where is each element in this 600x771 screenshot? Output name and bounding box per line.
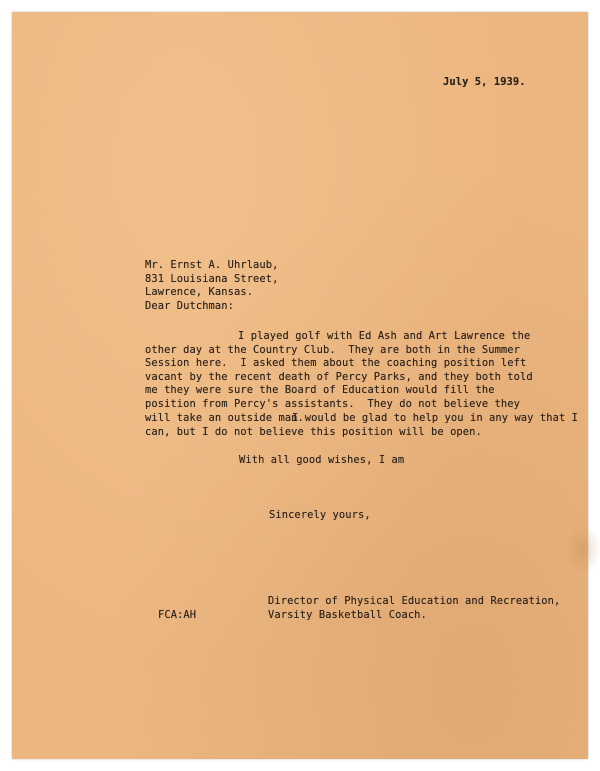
complimentary-close: Sincerely yours, (269, 509, 371, 521)
recipient-address (145, 259, 278, 300)
recipient-city: Lawrence, Kansas. (145, 286, 254, 299)
paragraph-line: I would be glad to help you in any way that I (292, 412, 579, 424)
recipient-name: Mr. Ernst A. Uhrlaub, (145, 259, 279, 271)
paragraph-line: can, but I do not believe this position will be open. (145, 425, 482, 438)
good-wishes-line: With all good wishes, I am (239, 454, 405, 466)
letter-date: July 5, 1939. (443, 76, 526, 88)
signature-title-block (268, 595, 560, 622)
paragraph-line: will take an outside man. (145, 411, 304, 424)
reference-initials: FCA:AH (158, 609, 197, 621)
salutation: Dear Dutchman: (145, 300, 234, 312)
paragraph-line: vacant by the recent death of Percy Parks, and they both told (145, 370, 533, 383)
paragraph-line: Session here. I asked them about the coaching position left (145, 357, 527, 370)
paragraph-line: position from Percy's assistants. They do not believe they (145, 397, 520, 410)
letter-page (12, 12, 588, 759)
signature-title-line: Director of Physical Education and Recreation, (268, 595, 561, 607)
paper-stain (565, 524, 600, 574)
paragraph-line: me they were sure the Board of Education would fill the (145, 384, 495, 397)
paragraph-1 (145, 330, 533, 425)
paragraph-line: I played golf with Ed Ash and Art Lawrence the (238, 330, 531, 342)
signature-title-line: Varsity Basketball Coach. (268, 608, 427, 621)
paragraph-2 (145, 412, 578, 439)
paragraph-line: other day at the Country Club. They are both in the Summer (145, 343, 520, 356)
recipient-street: 831 Louisiana Street, (145, 272, 279, 285)
